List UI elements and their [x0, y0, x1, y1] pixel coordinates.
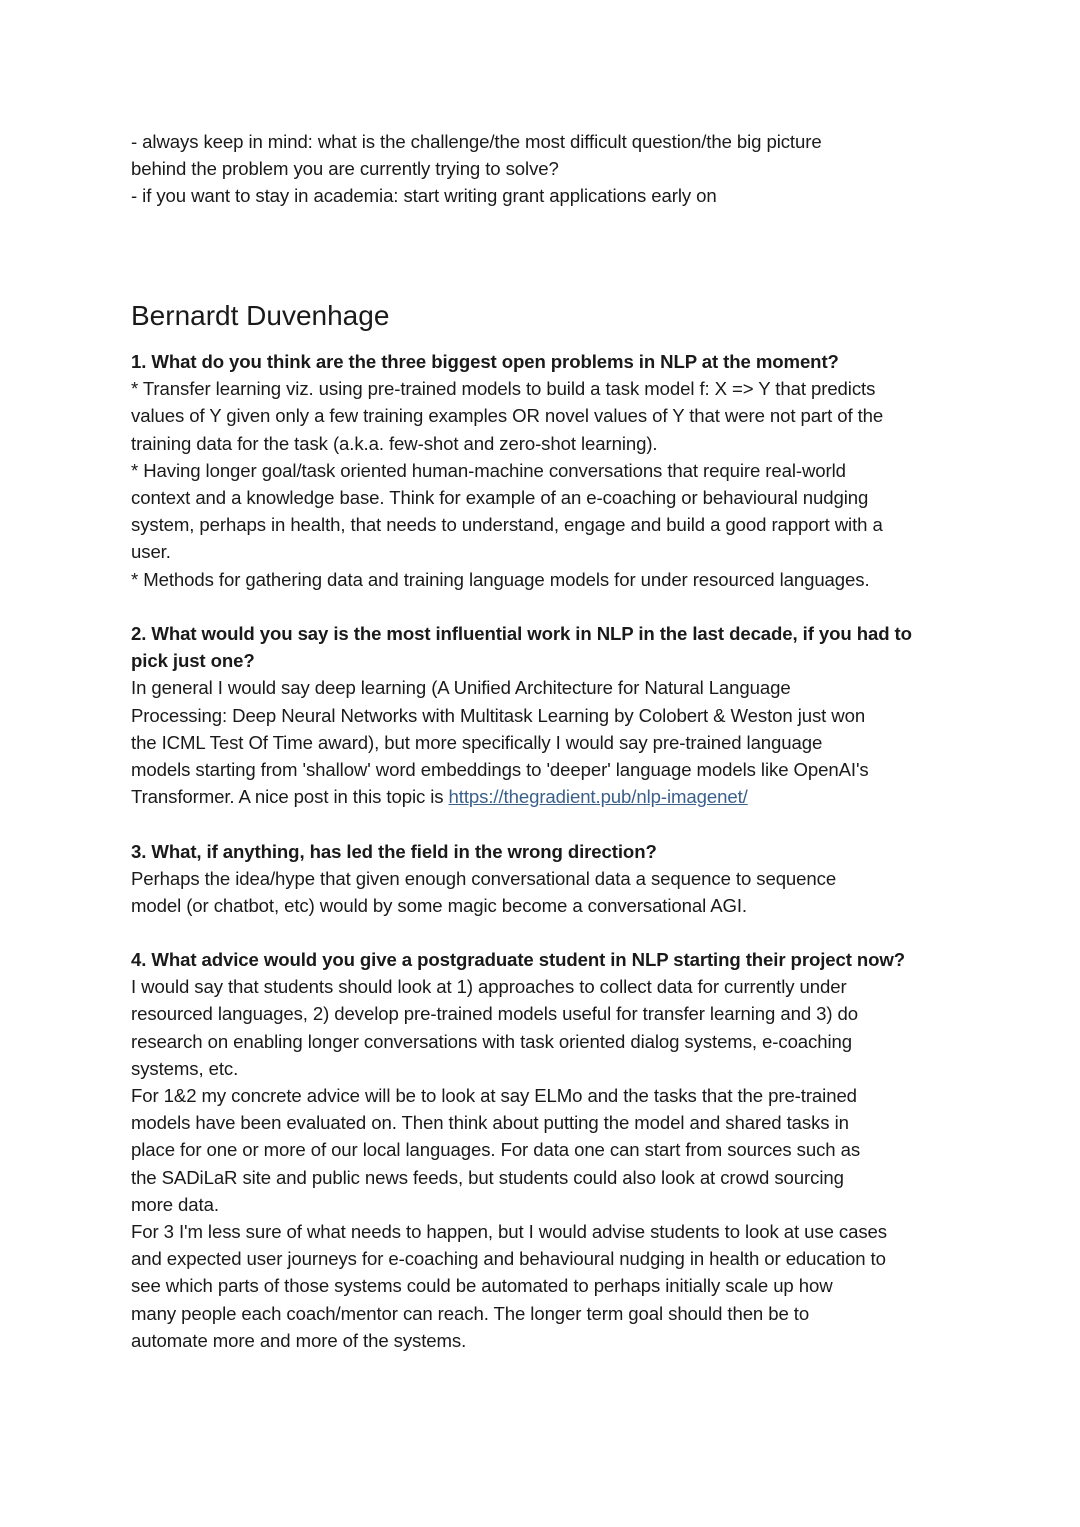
- answer-line: Processing: Deep Neural Networks with Multitask Learning by Colobert & Weston just won: [131, 704, 866, 726]
- answer-text: Transformer. A nice post in this topic is: [131, 786, 449, 808]
- answer-line: models have been evaluated on. Then think about putting the model and shared tasks in: [131, 1112, 849, 1134]
- question-1-section: [131, 348, 961, 593]
- answer-line: systems, etc.: [131, 1057, 239, 1079]
- answer-line: place for one or more of our local languages. For data one can start from sources such as: [131, 1139, 861, 1161]
- answer-line: many people each coach/mentor can reach. The longer term goal should then be to: [131, 1302, 810, 1324]
- answer-line: Perhaps the idea/hype that given enough conversational data a sequence to sequence: [131, 868, 837, 890]
- question-4-section: [131, 946, 961, 1354]
- question-3-title: 3. What, if anything, has led the field in the wrong direction?: [131, 841, 657, 862]
- question-4-title: 4. What advice would you give a postgraduate student in NLP starting their project now?: [131, 949, 906, 970]
- answer-line: more data.: [131, 1193, 219, 1215]
- answer-line: see which parts of those systems could be automated to perhaps initially scale up how: [131, 1275, 833, 1297]
- answer-line: automate more and more of the systems.: [131, 1329, 467, 1351]
- answer-line: * Having longer goal/task oriented human-machine conversations that require real-world: [131, 459, 846, 481]
- answer-line: values of Y given only a few training examples OR novel values of Y that were not part of the: [131, 405, 884, 427]
- answer-line: context and a knowledge base. Think for example of an e-coaching or behavioural nudging: [131, 487, 869, 509]
- answer-line: resourced languages, 2) develop pre-trained models useful for transfer learning and 3) do: [131, 1003, 859, 1025]
- answer-line: system, perhaps in health, that needs to understand, engage and build a good rapport with a: [131, 514, 883, 536]
- answer-line: For 3 I'm less sure of what needs to happen, but I would advise students to look at use cases: [131, 1221, 887, 1243]
- answer-line: For 1&2 my concrete advice will be to look at say ELMo and the tasks that the pre-trained: [131, 1085, 857, 1107]
- question-1-title: 1. What do you think are the three biggest open problems in NLP at the moment?: [131, 351, 839, 372]
- question-2-title: 2. What would you say is the most influential work in NLP in the last decade, if you had to: [131, 623, 912, 644]
- answer-line: training data for the task (a.k.a. few-shot and zero-shot learning).: [131, 432, 658, 454]
- question-2-title: pick just one?: [131, 650, 255, 672]
- answer-line: model (or chatbot, etc) would by some magic become a conversational AGI.: [131, 895, 747, 917]
- intro-advice-list: [131, 128, 961, 210]
- answer-line: models starting from 'shallow' word embeddings to 'deeper' language models like OpenAI's: [131, 759, 869, 781]
- thegradient-link[interactable]: https://thegradient.pub/nlp-imagenet/: [448, 786, 748, 808]
- document-page: [131, 128, 961, 1351]
- question-2-section: [131, 620, 961, 810]
- answer-line: [131, 783, 961, 810]
- answer-line: research on enabling longer conversations with task oriented dialog systems, e-coaching: [131, 1030, 852, 1052]
- intro-line: behind the problem you are currently trying to solve?: [131, 158, 559, 180]
- answer-line: I would say that students should look at 1) approaches to collect data for currently under: [131, 976, 847, 998]
- answer-line: user.: [131, 541, 171, 563]
- answer-line: and expected user journeys for e-coaching and behavioural nudging in health or education to: [131, 1248, 886, 1270]
- question-3-section: [131, 838, 961, 920]
- answer-line: In general I would say deep learning (A Unified Architecture for Natural Language: [131, 677, 791, 699]
- intro-line: - always keep in mind: what is the challenge/the most difficult question/the big picture: [131, 131, 822, 152]
- section-heading-bernardt-duvenhage: Bernardt Duvenhage: [131, 300, 390, 331]
- answer-line: * Transfer learning viz. using pre-trained models to build a task model f: X => Y that predicts: [131, 378, 876, 400]
- intro-line: - if you want to stay in academia: start writing grant applications early on: [131, 185, 717, 207]
- answer-line: the ICML Test Of Time award), but more specifically I would say pre-trained language: [131, 731, 823, 753]
- answer-line: * Methods for gathering data and training language models for under resourced languages.: [131, 568, 870, 590]
- answer-line: the SADiLaR site and public news feeds, but students could also look at crowd sourcing: [131, 1166, 844, 1188]
